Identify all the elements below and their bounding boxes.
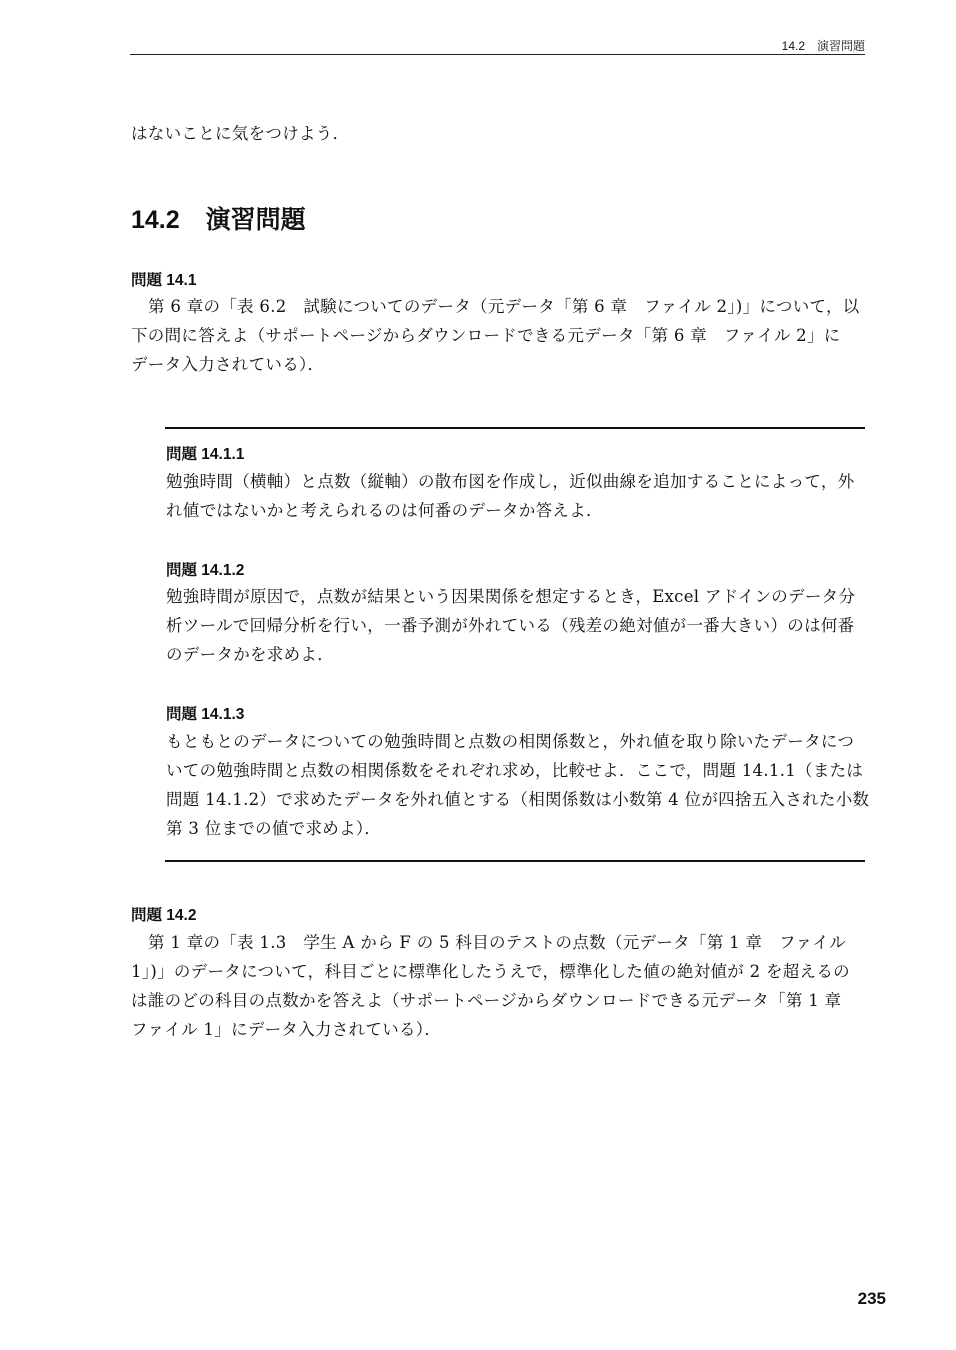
page-number: 235 xyxy=(857,1289,886,1308)
intro-line: はないことに気をつけよう． xyxy=(131,124,350,143)
body-line: 第 6 章の「表 6.2 試験についてのデータ（元データ「第 6 章 ファイル 2」)」について，以 xyxy=(148,297,860,316)
body-line: もともとのデータについての勉強時間と点数の相関係数と，外れ値を取り除いたデータにつ xyxy=(166,732,855,751)
body-line: 勉強時間（横軸）と点数（縦軸）の散布図を作成し，近似曲線を追加することによって，外 xyxy=(166,472,855,491)
body-line: は誰のどの科目の点数かを答えよ（サポートページからダウンロードできる元データ「第 1 章 xyxy=(131,991,842,1010)
problem-14-1-body xyxy=(131,292,860,379)
problem-14-1-1-title: 問題 14.1.1 xyxy=(166,446,245,463)
body-line: 第 1 章の「表 1.3 学生 A から F の 5 科目のテストの点数（元データ「第 1 章 ファイル xyxy=(148,933,846,952)
problem-14-1-2-title: 問題 14.1.2 xyxy=(166,562,245,579)
body-line: のデータかを求めよ． xyxy=(166,645,334,664)
body-line: データ入力されている）． xyxy=(131,355,325,374)
body-line: 下の問に答えよ（サポートページからダウンロードできる元データ「第 6 章 ファイル 2」に xyxy=(131,326,841,345)
running-header: 14.2 演習問題 xyxy=(781,39,865,53)
section-number: 14.2 xyxy=(131,206,180,234)
problem-14-1-3-title: 問題 14.1.3 xyxy=(166,706,245,723)
body-line: 1」)」のデータについて，科目ごとに標準化したうえで，標準化した値の絶対値が 2 を超えるの xyxy=(131,962,850,981)
body-line: 析ツールで回帰分析を行い，一番予測が外れている（残差の絶対値が一番大きい）のは何番 xyxy=(166,616,855,635)
body-line: 第 3 位までの値で求めよ）． xyxy=(166,819,382,838)
body-line: いての勉強時間と点数の相関係数をそれぞれ求め，比較せよ．ここで，問題 14.1.1（または xyxy=(166,761,864,780)
box-rule-bottom xyxy=(165,860,865,862)
problem-14-1-3-body xyxy=(166,727,869,843)
problem-14-2-body xyxy=(131,928,850,1044)
problem-14-1-title: 問題 14.1 xyxy=(131,272,197,289)
body-line: 問題 14.1.2）で求めたデータを外れ値とする（相関係数は小数第 4 位が四捨五入された小数 xyxy=(166,790,870,809)
problem-14-1-1-body xyxy=(166,467,854,525)
problem-14-2-title: 問題 14.2 xyxy=(131,907,197,924)
body-line: ファイル 1」にデータ入力されている）． xyxy=(131,1020,442,1039)
section-heading xyxy=(131,200,306,236)
body-line: 勉強時間が原因で，点数が結果という因果関係を想定するとき，Excel アドインのデータ分 xyxy=(166,587,856,606)
box-rule-top xyxy=(165,427,865,429)
section-title: 演習問題 xyxy=(205,206,306,234)
problem-14-1-2-body xyxy=(166,582,855,669)
body-line: れ値ではないかと考えられるのは何番のデータか答えよ． xyxy=(166,501,603,520)
header-rule xyxy=(130,54,865,55)
